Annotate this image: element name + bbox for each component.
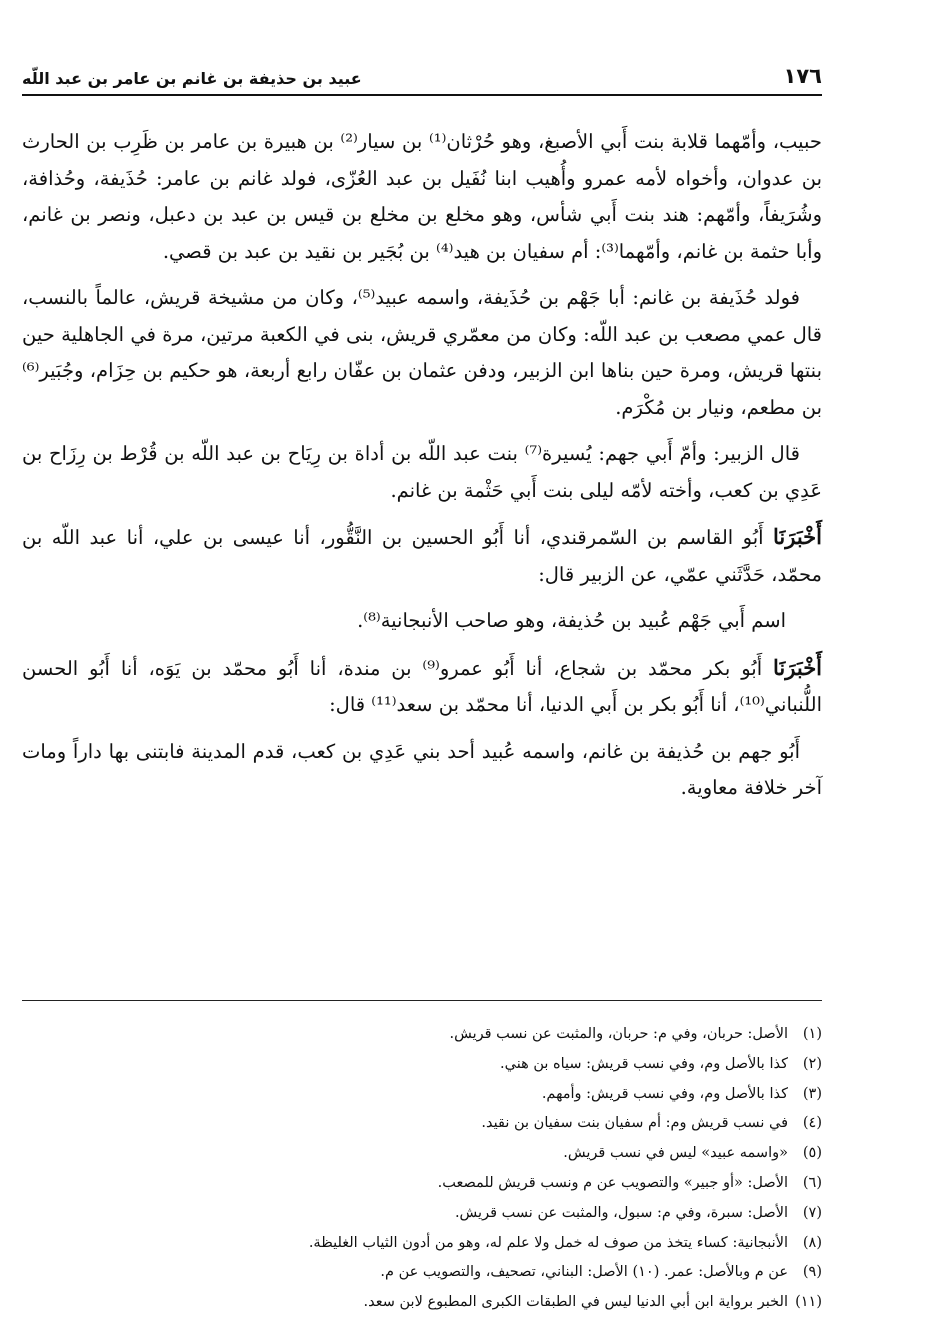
book-page: [22, 54, 823, 1311]
isnad-2-text: أَبُو بكر محمّد بن شجاع، أنا أَبُو عمرو⁽⁹⁾ بن مندة، أنا أَبُو محمّد بن يَوَه، أنا أَبُو الحسن اللُّنباني⁽¹⁰⁾، أنا أَبُو بكر بن أَبي الدنيا، أنا محمّد بن سعد⁽¹¹⁾ قال:: [22, 656, 822, 716]
quote-abu-jahm-name: اسم أَبي جَهْم عُبيد بن حُذيفة، وهو صاحب الأنبجانية⁽⁸⁾.: [357, 609, 786, 632]
footnotes-list: [22, 1020, 822, 1318]
footnote-item: [22, 1258, 822, 1288]
paragraph-ibn-sad: أَبُو جهم بن حُذيفة بن غانم، واسمه عُبيد أحد بني عَدِي بن كعب، قدم المدينة فابتنى بها داراً ومات آخر خلافة معاوية.: [22, 739, 822, 799]
footnote-divider: [22, 1000, 822, 1001]
page-number: ١٧٦: [783, 64, 822, 88]
footnote-item: [22, 1169, 822, 1199]
footnote-number: (١١): [795, 1294, 822, 1311]
footnote-item: [22, 1020, 822, 1050]
footnote-item: [22, 1139, 822, 1169]
footnote-item: [22, 1229, 822, 1259]
akhbarana-marker: أَخْبَرَنَا: [773, 654, 823, 680]
footnote-number: (٢): [802, 1055, 822, 1072]
footnote-number: (٦): [802, 1174, 822, 1191]
footnote-text: الخبر برواية ابن أبي الدنيا ليس في الطبقات الكبرى المطبوع لابن سعد.: [363, 1294, 788, 1311]
footnote-text: في نسب قريش وم: أم سفيان بنت سفيان بن نقيد.: [481, 1115, 788, 1132]
footnote-item: [22, 1288, 822, 1318]
footnote-number: (٧): [802, 1204, 822, 1221]
footnote-text: كذا بالأصل وم، وفي نسب قريش: وأمهم.: [541, 1085, 788, 1102]
footnote-text: كذا بالأصل وم، وفي نسب قريش: سياه بن هني.: [500, 1055, 788, 1072]
paragraph-isnad-1: [22, 519, 822, 593]
footnote-number: (٥): [802, 1145, 822, 1162]
footnote-number: (٣): [802, 1085, 822, 1102]
footnote-item: [22, 1199, 822, 1229]
footnote-text: الأنبجانية: كساء يتخذ من صوف له خمل ولا علم له، وهو من أدون الثياب الغليظة.: [308, 1234, 788, 1251]
footnote-text: عن م وبالأصل: عمر. (١٠) الأصل: البناني، تصحيف، والتصويب عن م.: [380, 1264, 788, 1281]
paragraph-lineage: حبيب، وأمّهما قلابة بنت أَبي الأصبغ، وهو حُرْثان⁽¹⁾ بن سيار⁽²⁾ بن هبيرة بن عامر بن ظَرِب بن الحارث بن عدوان، وأخواه لأمه عمرو وأُهيب ابنا نُفَيل بن عبد العُزّى، فولد غانم بن عامر: حُذَيفة، وحُذافة، وشُرَيفاً، وأمّهم: هند بنت أَبي شأس، وهو مخلع بن مخلع بن قيس بن عبد بن دعبل، ونصر بن غانم، وأبا حثمة بن غانم، وأمّهما⁽³⁾: أم سفيان بن هيد⁽⁴⁾ بن بُجَير بن نقيد بن عبد بن قصي.: [22, 130, 822, 263]
footnote-number: (٩): [802, 1264, 822, 1281]
footnote-text: الأصل: سبرة، وفي م: سبول، والمثبت عن نسب قريش.: [454, 1204, 788, 1221]
isnad-1-text: أَبُو القاسم بن السّمرقندي، أنا أَبُو الحسين بن النَّقُّور، أنا عيسى بن علي، أنا عبد اللّه بن محمّد، حَدَّثَني عمّي، عن الزبير قال:: [22, 526, 822, 586]
footnote-item: [22, 1109, 822, 1139]
main-text: [22, 124, 822, 817]
page-header: [22, 54, 822, 96]
running-title: عبيد بن حذيفة بن غانم بن عامر بن عبد اللّه: [22, 69, 362, 88]
footnote-number: (٨): [802, 1234, 822, 1251]
paragraph-isnad-2: [22, 650, 822, 724]
akhbarana-marker: أَخْبَرَنَا: [773, 524, 822, 549]
footnote-text: الأصل: «أو جبير» والتصويب عن م ونسب قريش للمصعب.: [437, 1174, 788, 1191]
footnote-text: الأصل: حربان، وفي م: حربان، والمثبت عن نسب قريش.: [449, 1026, 788, 1042]
footnote-text: «واسمه عبيد» ليس في نسب قريش.: [563, 1145, 788, 1162]
footnote-item: [22, 1050, 822, 1080]
footnote-number: (١): [802, 1026, 822, 1042]
paragraph-hudhayfa-children: فولد حُذَيفة بن غانم: أبا جَهْم بن حُذَيفة، واسمه عبيد⁽⁵⁾، وكان من مشيخة قريش، عالماً بالنسب، قال عمي مصعب بن عبد اللّه: وكان من معمّري قريش، بنى في الكعبة مرتين، مرة في الجاهلية حين بنتها قريش، ومرة حين بناها ابن الزبير، ودفن عثمان بن عفّان رابع أربعة، هو حكيم بن حِزَام، وجُبَير⁽⁶⁾ بن مطعم، ونيار بن مُكْرَم.: [22, 286, 822, 419]
footnote-number: (٤): [802, 1115, 822, 1132]
paragraph-zubayr-statement: قال الزبير: وأمّ أَبي جهم: يُسيرة⁽⁷⁾ بنت عبد اللّه بن أداة بن رِيَاح بن عبد اللّه بن قُرْط بن رِزَاح بن عَدِي بن كعب، وأخته لأمّه ليلى بنت أَبي حَثْمة بن غانم.: [22, 442, 822, 502]
footnote-item: [22, 1080, 822, 1110]
